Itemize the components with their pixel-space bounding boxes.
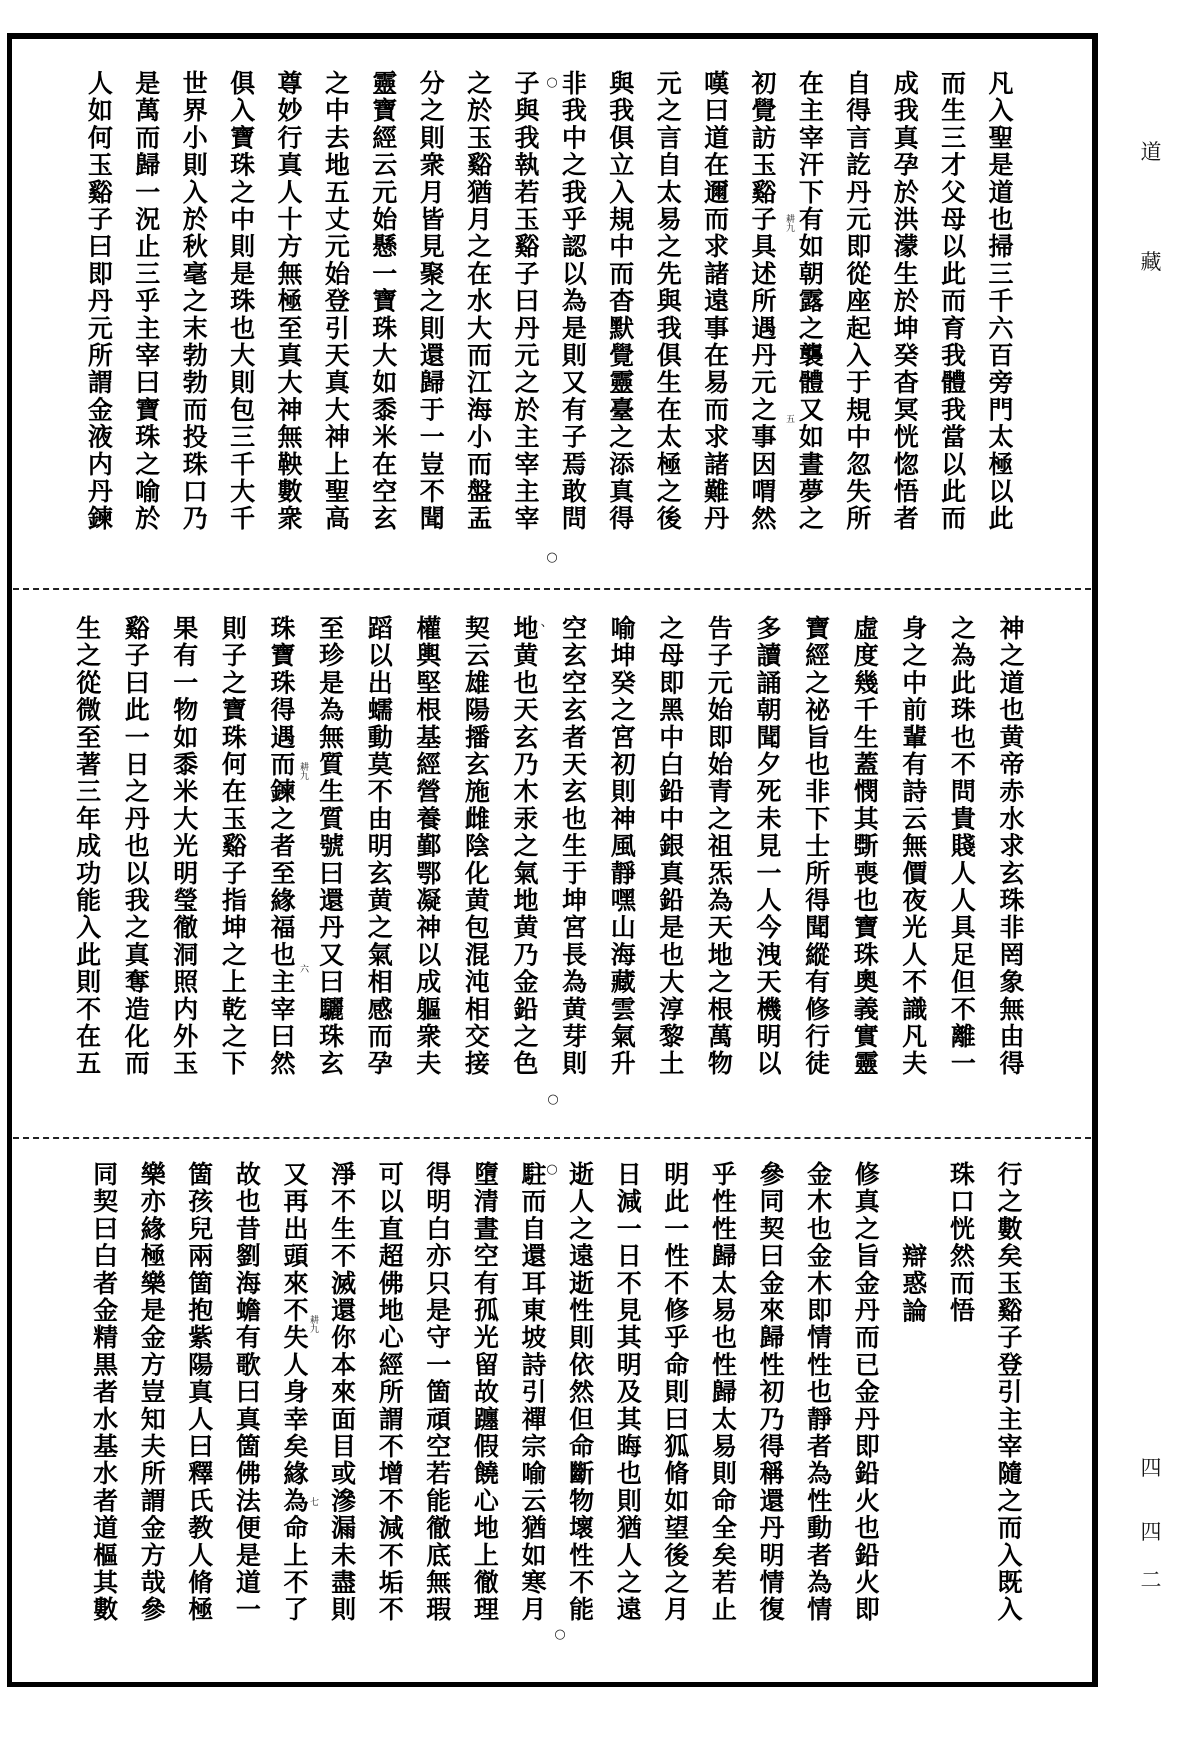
paragraph-circle-mark: ○ — [546, 75, 558, 90]
marginal-annotation: 耕九 — [298, 762, 308, 780]
text-column: 俱入寶珠之中則是珠也大則包三千大千 — [226, 70, 256, 533]
text-column: 喻坤癸之宮初則神風靜嘿山海藏雲氣升 — [607, 615, 637, 1078]
collection-title-char: 道 — [1140, 140, 1162, 164]
text-column: 墮清晝空有孤光留故躔假饒心地上徹理 — [470, 1161, 500, 1624]
marginal-annotation: 六 — [298, 964, 308, 973]
text-column: 契云雄陽播玄施雌陰化黄包混沌相交接 — [461, 615, 491, 1078]
text-column: 則子之寶珠何在玉谿子指坤之上乾之下 — [218, 615, 248, 1078]
text-column: 告子元始即始青之祖炁為天地之根萬物 — [704, 615, 734, 1078]
text-column: 之中去地五丈元始登引天真大神上聖高 — [321, 70, 351, 533]
text-column: 之於玉谿猶月之在水大而江海小而盤盂 — [463, 70, 493, 533]
section-heading: 辯惑論 — [898, 1242, 928, 1325]
text-column: 參同契曰金來歸性初乃得稱還丹明情復 — [756, 1161, 785, 1624]
page-number-char: 四 — [1140, 1520, 1162, 1544]
text-column: 成我真孕於洪濛生於坤癸杳冥恍惚悟者 — [890, 70, 920, 533]
register-divider-upper — [13, 588, 1091, 590]
text-column: 金木也金木即情性也靜者為性動者為情 — [803, 1161, 833, 1624]
text-column: 神之道也黄帝赤水求玄珠非罔象無由得 — [996, 615, 1025, 1078]
text-column: 虛度幾千生蓋憫其斲喪也寶珠奧義實靈 — [850, 615, 880, 1078]
text-column: 尊妙行真人十方無極至真大神無鞅數衆 — [274, 70, 303, 533]
text-column: 之母即黑中白鉛中銀真鉛是也大淳黎土 — [655, 615, 685, 1078]
register-divider-lower — [13, 1137, 1091, 1139]
text-column: 是萬而歸一況止三乎主宰曰寶珠之喻於 — [131, 70, 161, 533]
text-column: 乎性性歸太易也性歸太易則命全矣若止 — [708, 1161, 738, 1624]
marginal-annotation: 五 — [784, 414, 794, 423]
text-column: 可以直超佛地心經所謂不增不減不垢不 — [375, 1161, 405, 1624]
page-number-char: 四 — [1140, 1456, 1162, 1480]
paragraph-circle-mark: ○ — [547, 1092, 559, 1107]
text-column: 得明白亦只是守一箇頑空若能徹底無瑕 — [422, 1161, 452, 1624]
text-column: 世界小則入於秋毫之末勃勃而投珠口乃 — [179, 70, 209, 533]
text-column: 之為此珠也不問貴賤人人具足但不離一 — [947, 615, 977, 1078]
text-column: 故也昔劉海蟾有歌曰真箇佛法便是道一 — [232, 1161, 262, 1624]
text-column: 分之則衆月皆見聚之則還歸于一豈不聞 — [416, 70, 446, 533]
text-column: 樂亦緣極樂是金方豈知夫所謂金方哉參 — [137, 1161, 167, 1624]
text-column: 至珍是為無質生質號曰還丹又曰驪珠玄 — [315, 615, 345, 1078]
text-column: 人如何玉谿子曰即丹元所謂金液内丹鍊 — [84, 70, 114, 533]
paragraph-circle-mark: ○ — [546, 550, 558, 565]
text-column: 明此一性不修乎命則曰狐脩如望後之月 — [660, 1161, 690, 1624]
text-column: 元之言自太易之先與我俱生在太極之後 — [653, 70, 683, 533]
marginal-annotation: 耕九 — [308, 1315, 318, 1333]
text-column: 身之中前輩有詩云無價夜光人不識凡夫 — [898, 615, 928, 1078]
text-column: 自得言訖丹元即從座起入于規中忽失所 — [842, 70, 872, 533]
marginal-annotation: 耕九 — [784, 214, 794, 232]
text-column: 寶經之祕旨也非下士所得聞縱有修行徒 — [801, 615, 831, 1078]
text-column: 嘆曰道在邇而求諸遠事在易而求諸難丹 — [700, 70, 730, 533]
paragraph-circle-mark: ○ — [546, 1162, 558, 1177]
text-column: 珠寶珠得遇而鍊之者至緣福也主宰曰然 — [267, 615, 296, 1078]
text-column: 又再出頭來不失人身幸矣緣為命上不了 — [280, 1161, 309, 1624]
text-column: 空玄空玄者天玄也生于坤宮長為黄芽則 — [558, 615, 588, 1078]
text-column: 權輿堅根基經營養鄞鄂凝神以成軀衆夫 — [412, 615, 442, 1078]
page-number-char: 二 — [1140, 1568, 1162, 1592]
text-column: 箇孩兒兩箇抱紫陽真人曰釋氏教人脩極 — [184, 1161, 214, 1624]
text-column: 日減一日不見其明及其晦也則猶人之遠 — [613, 1161, 643, 1624]
collection-title-char: 藏 — [1140, 250, 1162, 274]
text-column: 而生三才父母以此而育我體我當以此而 — [937, 70, 967, 533]
text-column: 地黄也天玄乃木汞之氣地黄乃金鉛之色 — [510, 615, 539, 1078]
text-column: 凡入聖是道也掃三千六百旁門太極以此 — [985, 70, 1014, 533]
text-column: 初覺訪玉谿子具述所遇丹元之事因喟然 — [748, 70, 777, 533]
paragraph-circle-mark: ○ — [554, 1627, 566, 1642]
punctuation-mark: 、 — [540, 615, 554, 630]
text-column: 淨不生不滅還你本來面目或滲漏未盡則 — [327, 1161, 357, 1624]
text-column: 非我中之我乎認以為是則又有子焉敢問 — [558, 70, 588, 533]
text-column: 與我俱立入規中而杳默覺靈臺之添真得 — [605, 70, 635, 533]
text-column: 行之數矣玉谿子登引主宰隨之而入既入 — [994, 1161, 1023, 1624]
text-column: 修真之旨金丹而已金丹即鉛火也鉛火即 — [851, 1161, 881, 1624]
marginal-annotation: 七 — [308, 1497, 318, 1506]
text-column: 靈寶經云元始懸一寶珠大如黍米在空玄 — [368, 70, 398, 533]
text-column: 逝人之遠逝性則依然但命斷物壞性不能 — [565, 1161, 595, 1624]
text-column: 子與我執若玉谿子曰丹元之於主宰主宰 — [511, 70, 540, 533]
text-column: 同契曰白者金精黒者水基水者道樞其數 — [89, 1161, 119, 1624]
page-frame — [7, 33, 1098, 1687]
text-column: 果有一物如黍米大光明瑩徹洞照内外玉 — [169, 615, 199, 1078]
text-column: 珠口恍然而悟 — [946, 1161, 976, 1325]
text-column: 生之從微至著三年成功能入此則不在五 — [72, 615, 102, 1078]
text-column: 多讀誦朝聞夕死未見一人今洩天機明以 — [753, 615, 782, 1078]
text-column: 駐而自還耳東坡詩引禪宗喻云猶如寒月 — [518, 1161, 547, 1624]
text-column: 蹈以出蠕動莫不由明玄黄之氣相感而孕 — [364, 615, 394, 1078]
text-column: 在主宰汗下有如朝露之襲體又如晝夢之 — [795, 70, 825, 533]
text-column: 谿子曰此一日之丹也以我之真奪造化而 — [121, 615, 151, 1078]
